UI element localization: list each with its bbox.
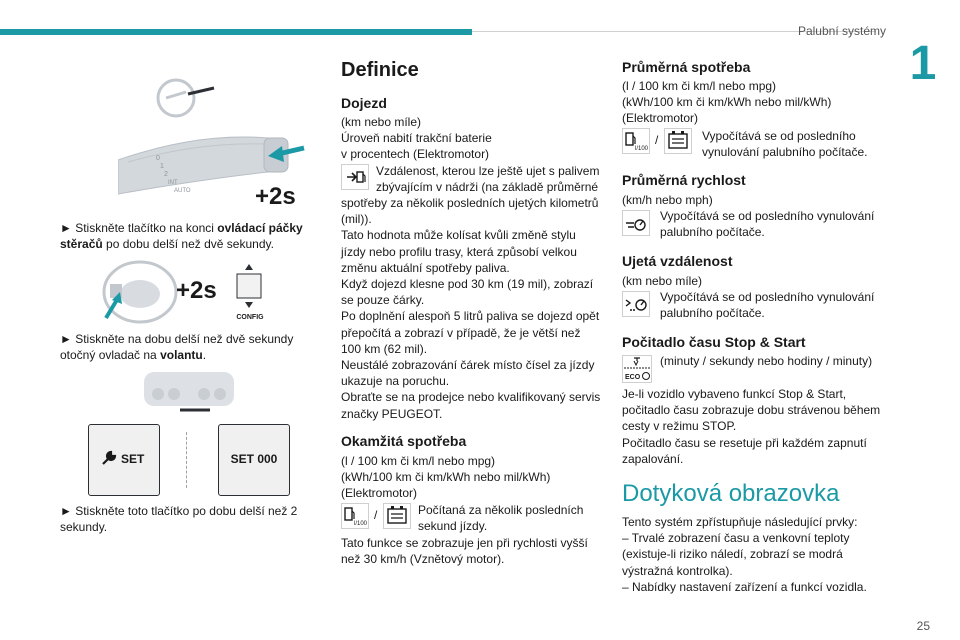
ujeta-vzdalenost-heading: Ujetá vzdálenost xyxy=(622,253,733,269)
divider xyxy=(186,432,188,488)
okamzita-units: (l / 100 km či km/l nebo mpg) (kWh/100 km či km/kWh nebo mil/kWh) (Elektromotor) xyxy=(341,454,551,501)
fuel-consumption-icon xyxy=(341,503,369,529)
okamzita-icon-text: Počítaná za několik posledních sekund jízdy. xyxy=(418,503,584,534)
step1-text: ► Stiskněte tlačítko na konci ovládací páčky stěračů po dobu delší než dvě sekundy. xyxy=(60,221,303,252)
dotykova-body: Tento systém zpřístupňuje následující prvky: – Trvalé zobrazení času a venkovní teploty (existuje-li riziko náledí, zobrazí se modrá výstražná kontrolka). – Nabídky nastavení zařízení a funkcí vozidla. xyxy=(622,515,867,594)
lever-mark-int: INT xyxy=(168,180,178,186)
prumerna-spotreba-text: Vypočítává se od posledního vynulování palubního počítače. xyxy=(702,129,868,160)
config-knob xyxy=(234,264,264,318)
hold-2s-badge-2: +2s xyxy=(176,277,217,304)
lever-mark-1: 1 xyxy=(160,163,164,170)
stop-start-body: Je-li vozidlo vybaveno funkcí Stop & Start, počitadlo času zobrazuje dobu strávenou během cesty v režimu STOP. Počitadlo času se resetuje při každém zapnutí zapalování. xyxy=(622,387,881,466)
slash-separator: / xyxy=(374,508,378,522)
okamzita-heading: Okamžitá spotřeba xyxy=(341,433,467,449)
dojezd-units: (km nebo míle) Úroveň nabití trakční baterie v procentech (Elektromotor) xyxy=(341,115,492,162)
stop-start-unit: (minuty / sekundy nebo hodiny / minuty) xyxy=(660,354,873,368)
set-label: SET xyxy=(121,452,145,466)
dojezd-heading: Dojezd xyxy=(341,95,387,111)
avg-speed-icon xyxy=(622,210,650,236)
prumerna-rychlost-text: Vypočítává se od posledního vynulování palubního počítače. xyxy=(660,209,875,240)
prumerna-rychlost-heading: Průměrná rychlost xyxy=(622,172,746,188)
dojezd-icon-text: Vzdálenost, kterou lze ještě ujet s palivem zbývajícím v nádrži (na základě průměrné xyxy=(376,164,600,195)
svg-text:l/100: l/100 xyxy=(635,146,649,152)
svg-text:l/100: l/100 xyxy=(354,521,368,527)
wrench-icon xyxy=(101,450,117,466)
set-000-display-illustration xyxy=(218,424,290,496)
chapter-number: 1 xyxy=(909,37,937,90)
section-title: Palubní systémy xyxy=(797,24,886,38)
definice-heading: Definice xyxy=(341,59,419,81)
set-000-label: SET 000 xyxy=(230,452,278,466)
prumerna-rychlost-unit: (km/h nebo mph) xyxy=(622,193,713,207)
prumerna-spotreba-heading: Průměrná spotřeba xyxy=(622,59,751,75)
avg-battery-consumption-icon xyxy=(664,128,692,154)
steering-wheel-illustration xyxy=(98,258,178,326)
stop-start-heading: Počitadlo času Stop & Start xyxy=(622,334,806,350)
slash-separator-2: / xyxy=(655,133,659,147)
step3-text: ► Stiskněte toto tlačítko po dobu delší než 2 sekundy. xyxy=(60,504,298,535)
okamzita-body: Tato funkce se zobrazuje jen při rychlosti vyšší než 30 km/h (Vznětový motor). xyxy=(341,536,588,567)
header-accent-bar xyxy=(0,29,472,35)
distance-travelled-icon xyxy=(622,291,650,317)
dotykova-obrazovka-heading: Dotyková obrazovka xyxy=(622,480,840,507)
page-number: 25 xyxy=(916,619,930,633)
lever-mark-auto: AUTO xyxy=(174,188,191,194)
hold-2s-badge: +2s xyxy=(255,183,296,210)
battery-consumption-icon xyxy=(383,503,411,529)
lever-mark-2: 2 xyxy=(164,171,168,178)
set-button-illustration xyxy=(88,424,160,496)
dojezd-body: spotřeby za několik posledních ujetých kilometrů (mil)). Tato hodnota může kolísat kvůli změně stylu jízdy nebo profilu trasy, která způsobí velkou změnu aktuální spotřeby paliva. Když dojezd klesne pod 30 km (19 mil), zobrazí se pouze čárky. Po doplnění alespoň 5 litrů paliva se dojezd opět přepočítá a zobrazí v případě, že je větší než 100 km (62 mil). Neustálé zobrazování čárek místo čísel za jízdy ukazuje na poruchu. Obraťte se na prodejce nebo kvalifikovaný servis značky PEUGEOT. xyxy=(341,196,601,421)
svg-text:ECO: ECO xyxy=(625,374,641,381)
instrument-panel-illustration xyxy=(144,372,234,412)
step2-text: ► Stiskněte na dobu delší než dvě sekundy otočný ovladač na volantu. xyxy=(60,332,294,363)
avg-fuel-consumption-icon xyxy=(622,128,650,154)
config-label: CONFIG xyxy=(236,314,264,321)
lever-mark-0: 0 xyxy=(156,155,160,162)
range-fuel-icon xyxy=(341,164,369,190)
ujeta-vzdalenost-text: Vypočítává se od posledního vynulování palubního počítače. xyxy=(660,290,875,321)
eco-timer-icon xyxy=(622,355,652,383)
ujeta-vzdalenost-unit: (km nebo míle) xyxy=(622,274,703,288)
prumerna-spotreba-units: (l / 100 km či km/l nebo mpg) (kWh/100 km či km/kWh nebo mil/kWh) (Elektromotor) xyxy=(622,79,832,126)
